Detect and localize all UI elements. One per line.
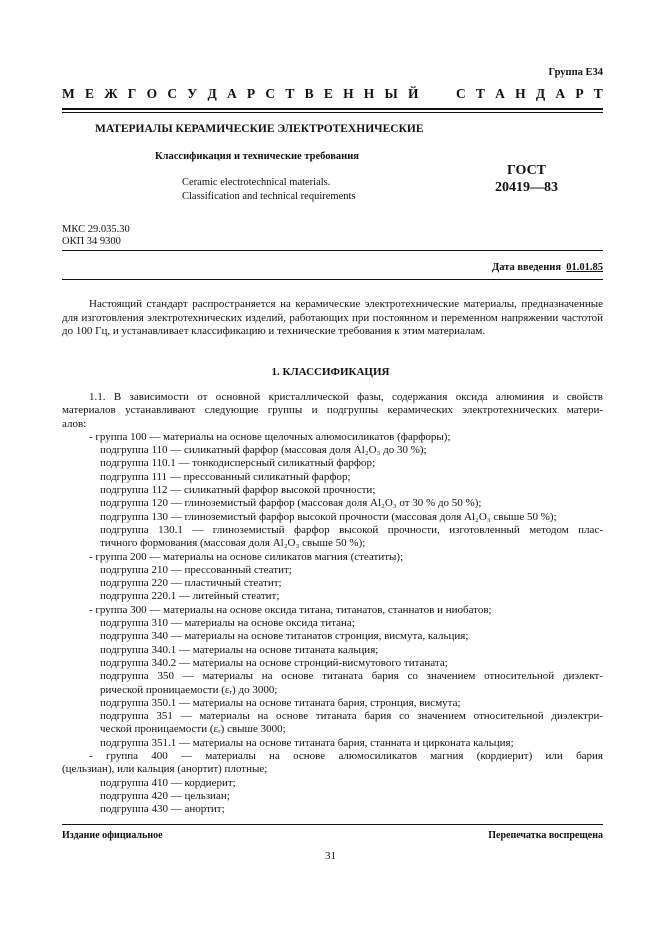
banner-letter: Ы: [384, 86, 398, 101]
mks-code: МКС 29.035.30: [62, 224, 130, 235]
header-rule-thin: [62, 112, 603, 113]
banner-letter: В: [304, 86, 314, 101]
footer-rule: [62, 824, 603, 825]
list-line: подгруппа 110 — силикатный фарфор (массовая доля Al₂O₃ до 30 %);: [100, 444, 427, 457]
section-title: 1. КЛАССИФИКАЦИЯ: [271, 366, 390, 378]
gost-label: ГОСТ: [506, 163, 547, 178]
codes-rule: [62, 250, 603, 251]
list-line: алов:: [62, 417, 87, 430]
list-line: подгруппа 120 — глиноземистый фарфор (массовая доля Al₂O₃ от 30 % до 50 %);: [100, 497, 482, 510]
intro-paragraph: Настоящий стандарт распространяется на керамические электротехнические материалы, предназначенные для изготовления электротехнических изделий, работающих при постоянном и переменном напряжении частотой до 100 Гц, и устанавливает классификацию и технические требования к этим материалам.: [62, 298, 603, 338]
page-number: 31: [325, 850, 336, 862]
list-line: подгруппа 340.1 — материалы на основе титаната кальция;: [100, 643, 379, 656]
list-line: подгруппа 340 — материалы на основе титанатов стронция, висмута, кальция;: [100, 630, 469, 643]
banner-letter: О: [146, 86, 158, 101]
english-title-line-1: Ceramic electrotechnical materials.: [182, 177, 331, 188]
banner-letter: Г: [127, 86, 137, 101]
list-line: (цельзиан), или кальция (анортит) плотные;: [62, 763, 268, 776]
list-line: материалов устанавливают следующие группы и подгруппы керамических электротехнических матери-: [62, 404, 603, 417]
list-line: подгруппа 130.1 — глиноземистый фарфор высокой прочности, изготовленный методом плас-: [100, 523, 603, 536]
list-line: - группа 300 — материалы на основе оксида титана, титанатов, станнатов и ниобатов;: [89, 603, 492, 616]
footer-edition: Издание официальное: [62, 830, 163, 841]
banner-letter: [429, 86, 432, 102]
okp-code: ОКП 34 9300: [62, 236, 121, 247]
banner-letter: Т: [285, 86, 295, 101]
standard-banner: [62, 86, 603, 102]
banner-letter: Н: [363, 86, 375, 101]
date-label: Дата введения: [492, 262, 561, 273]
list-line: подгруппа 430 — анортит;: [100, 803, 225, 816]
list-line: подгруппа 410 — кордиерит;: [100, 776, 236, 789]
group-code: Группа Е34: [548, 67, 603, 78]
list-line: подгруппа 351 — материалы на основе титаната бария со значением относительной диэлектри-: [100, 710, 603, 723]
list-line: подгруппа 350.1 — материалы на основе титаната бария, стронция, висмута;: [100, 696, 461, 709]
classification-codes: [62, 224, 130, 248]
list-line: - группа 200 — материалы на основе силикатов магния (стеатиты);: [89, 550, 404, 563]
banner-letter: А: [555, 86, 566, 101]
banner-letter: Т: [593, 86, 603, 101]
banner-letter: Д: [535, 86, 546, 101]
list-line: подгруппа 130 — глиноземистый фарфор высокой прочности (массовая доля Al₂O₃ свыше 50 %);: [100, 510, 557, 523]
list-line: подгруппа 340.2 — материалы на основе стронций-висмутового титаната;: [100, 656, 448, 669]
date-rule: [62, 279, 603, 280]
footer-reprint: Перепечатка воспрещена: [488, 830, 603, 841]
list-line: подгруппа 210 — прессованный стеатит;: [100, 563, 292, 576]
banner-letter: С: [167, 86, 178, 101]
banner-letter: Е: [323, 86, 333, 101]
banner-letter: У: [187, 86, 198, 101]
banner-letter: Ж: [104, 86, 118, 101]
banner-letter: С: [455, 86, 466, 101]
banner-letter: Д: [207, 86, 217, 101]
document-subtitle: Классификация и технические требования: [155, 151, 359, 162]
header-rule-thick: [62, 108, 603, 110]
list-line: подгруппа 420 — цельзиан;: [100, 789, 230, 802]
banner-letter: Р: [246, 86, 256, 101]
list-line: подгруппа 111 — прессованный силикатный фарфор;: [100, 470, 351, 483]
list-line: подгруппа 112 — силикатный фарфор высокой прочности;: [100, 484, 376, 497]
list-line: подгруппа 310 — материалы на основе оксида титана;: [100, 617, 355, 630]
list-line: - группа 400 — материалы на основе алюмосиликатов магния (кордиерит) или бария: [89, 750, 603, 763]
document-title: МАТЕРИАЛЫ КЕРАМИЧЕСКИЕ ЭЛЕКТРОТЕХНИЧЕСКИЕ: [95, 123, 424, 135]
list-line: рической проницаемости (εᵣ) до 3000;: [100, 683, 278, 696]
effective-date: [492, 262, 603, 273]
banner-letter: Е: [84, 86, 94, 101]
banner-letter: Й: [408, 86, 419, 101]
banner-letter: Т: [475, 86, 485, 101]
banner-letter: [442, 86, 445, 102]
banner-letter: Р: [575, 86, 584, 101]
list-line: подгруппа 220 — пластичный стеатит;: [100, 577, 282, 590]
list-line: тичного формования (массовая доля Al₂O₃ свыше 50 %);: [100, 537, 366, 550]
banner-letter: А: [226, 86, 237, 101]
list-line: - группа 100 — материалы на основе щелочных алюмосиликатов (фарфоры);: [89, 430, 451, 443]
list-line: 1.1. В зависимости от основной кристаллической фазы, содержания оксида алюминия и свойств: [89, 391, 603, 403]
banner-letter: Н: [343, 86, 354, 101]
list-line: подгруппа 220.1 — литейный стеатит;: [100, 590, 280, 603]
gost-number: 20419—83: [495, 180, 558, 195]
english-title: [182, 176, 355, 204]
list-line: подгруппа 110.1 — тонкодисперсный силикатный фарфор;: [100, 457, 376, 470]
classification-list: [62, 391, 603, 817]
list-line: подгруппа 351.1 — материалы на основе титаната бария, станната и цирконата кальция;: [100, 736, 514, 749]
banner-letter: Н: [515, 86, 526, 101]
banner-letter: С: [265, 86, 276, 101]
banner-letter: А: [495, 86, 505, 101]
banner-letter: М: [62, 86, 75, 101]
date-value: 01.01.85: [566, 262, 603, 273]
list-line: подгруппа 350 — материалы на основе титаната бария со значением относительной диэлект-: [100, 670, 603, 683]
gost-designation: [495, 162, 558, 196]
list-line: ческой проницаемости (εᵣ) свыше 3000;: [100, 723, 286, 736]
english-title-line-2: Classification and technical requirements: [182, 191, 356, 202]
